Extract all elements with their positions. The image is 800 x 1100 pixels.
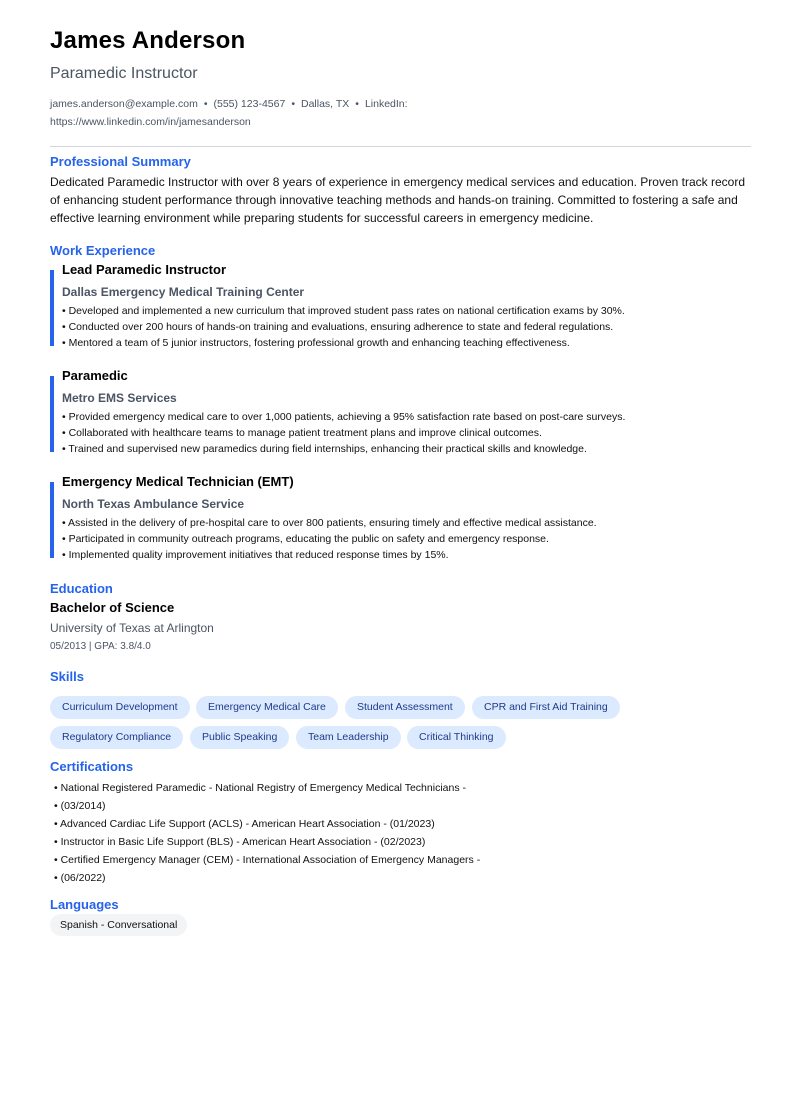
job-bullets — [62, 303, 625, 351]
skill-chip: Curriculum Development — [50, 696, 190, 719]
job-title: Emergency Medical Technician (EMT) — [62, 474, 294, 489]
job-title: Paramedic — [62, 368, 128, 383]
skill-chip: Team Leadership — [296, 726, 401, 749]
contact-separator: • — [291, 98, 295, 110]
job-bullet: • Participated in community outreach programs, educating the public on safety and emergency response. — [62, 533, 549, 545]
job-company: North Texas Ambulance Service — [62, 497, 245, 511]
education-meta: 05/2013 | GPA: 3.8/4.0 — [50, 641, 151, 652]
summary-text: Dedicated Paramedic Instructor with over 8 years of experience in emergency medical services and education. Proven track record of enhancing student performance through innovative teaching methods and hands-on training. Committed to fostering a safe and effective learning environment while preparing students for successful careers in emergency medicine. — [50, 175, 745, 225]
job-company: Metro EMS Services — [62, 391, 177, 405]
job-bullet: • Assisted in the delivery of pre-hospital care to over 800 patients, ensuring timely and effective medical assistance. — [62, 517, 597, 529]
education-school: University of Texas at Arlington — [50, 621, 214, 635]
phone-number: (555) 123-4567 — [213, 98, 286, 110]
job-bullet: • Conducted over 200 hours of hands-on training and evaluations, ensuring adherence to state and federal regulations. — [62, 321, 614, 333]
certifications-list — [54, 779, 480, 887]
candidate-name: James Anderson — [50, 27, 246, 54]
job-entry — [50, 474, 751, 561]
job-bullet: • Implemented quality improvement initiatives that reduced response times by 15%. — [62, 549, 449, 561]
location: Dallas, TX — [301, 98, 350, 110]
job-bullet: • Trained and supervised new paramedics during field internships, enhancing their practical skills and knowledge. — [62, 443, 587, 455]
job-bullets — [62, 409, 625, 457]
certification-item: • Instructor in Basic Life Support (BLS) - American Heart Association - (02/2023) — [54, 836, 426, 848]
skill-chip: Student Assessment — [345, 696, 465, 719]
job-entry — [50, 262, 751, 349]
job-accent-bar — [50, 482, 54, 558]
candidate-title: Paramedic Instructor — [50, 65, 198, 82]
job-bullet: • Provided emergency medical care to over 1,000 patients, achieving a 95% satisfaction rate based on post-care surveys. — [62, 411, 626, 423]
certification-item: • Certified Emergency Manager (CEM) - International Association of Emergency Managers - — [54, 854, 481, 866]
linkedin-link[interactable]: https://www.linkedin.com/in/jamesanderson — [50, 116, 251, 128]
contact-separator: • — [203, 98, 208, 110]
contact-info — [50, 95, 430, 131]
job-accent-bar — [50, 270, 54, 346]
skill-chip: CPR and First Aid Training — [472, 696, 620, 719]
header-divider — [50, 146, 751, 147]
linkedin-label: LinkedIn: — [364, 98, 408, 110]
certification-item: • Advanced Cardiac Life Support (ACLS) - American Heart Association - (01/2023) — [54, 818, 435, 830]
education-heading: Education — [50, 581, 113, 596]
skill-chip: Public Speaking — [190, 726, 289, 749]
education-degree: Bachelor of Science — [50, 600, 175, 615]
language-chip: Spanish - Conversational — [50, 914, 187, 936]
skill-chip: Regulatory Compliance — [50, 726, 183, 749]
job-entry — [50, 368, 751, 455]
skill-chip: Critical Thinking — [407, 726, 506, 749]
job-accent-bar — [50, 376, 54, 452]
email-link[interactable]: james.anderson@example.com — [50, 98, 198, 110]
job-title: Lead Paramedic Instructor — [62, 262, 226, 277]
job-company: Dallas Emergency Medical Training Center — [62, 285, 305, 299]
certification-item: • (03/2014) — [54, 800, 106, 812]
job-bullet: • Collaborated with healthcare teams to manage patient treatment plans and improve clinical outcomes. — [62, 427, 542, 439]
contact-separator: • — [355, 98, 359, 110]
certification-item: • National Registered Paramedic - National Registry of Emergency Medical Technicians - — [54, 782, 466, 794]
skill-chip: Emergency Medical Care — [196, 696, 338, 719]
certifications-heading: Certifications — [50, 759, 134, 774]
job-bullet: • Mentored a team of 5 junior instructors, fostering professional growth and enhancing teaching effectiveness. — [62, 337, 570, 349]
job-bullets — [62, 515, 597, 563]
skills-heading: Skills — [50, 669, 84, 684]
experience-heading: Work Experience — [50, 243, 156, 258]
certification-item: • (06/2022) — [54, 872, 106, 884]
job-bullet: • Developed and implemented a new curriculum that improved student pass rates on national certification exams by 30%. — [62, 305, 625, 317]
languages-heading: Languages — [50, 897, 119, 912]
summary-heading: Professional Summary — [50, 154, 191, 169]
